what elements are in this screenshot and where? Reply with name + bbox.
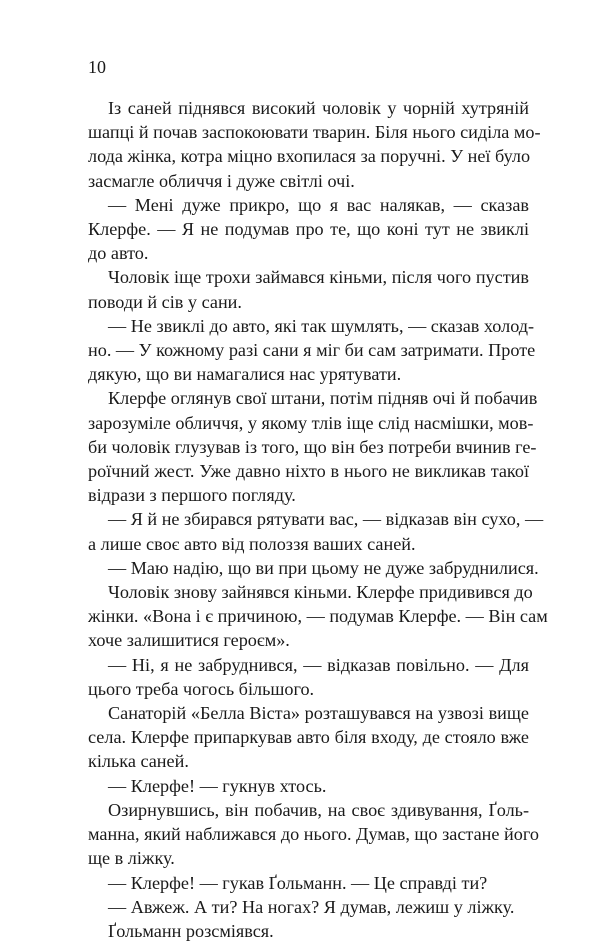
text-line: зарозуміле обличчя, у якому тлів іще слід насмішки, мов- bbox=[88, 412, 534, 433]
paragraph bbox=[88, 96, 541, 193]
paragraph bbox=[88, 895, 529, 919]
text-line: Із саней піднявся високий чоловік у чорній хутряній bbox=[108, 98, 529, 118]
text-line: Клерфе оглянув свої штани, потім підняв очі й побачив bbox=[108, 388, 538, 409]
paragraph bbox=[88, 798, 539, 871]
text-line: села. Клерфе припаркував авто біля входу, де стояло вже bbox=[88, 727, 529, 748]
text-line: роїчний жест. Уже давно ніхто в нього не викликав такої bbox=[88, 461, 529, 482]
text-line: Ґольманн розсміявся. bbox=[108, 920, 274, 941]
paragraph bbox=[88, 314, 536, 387]
text-line: ще в ліжку. bbox=[88, 848, 175, 869]
paragraph bbox=[88, 871, 529, 895]
text-line: жінки. «Вона і є причиною, — подумав Клерфе. — Він сам bbox=[88, 606, 548, 627]
text-line: а лише своє авто від полоззя ваших саней. bbox=[88, 533, 416, 554]
text-line: шапці й почав заспокоювати тварин. Біля нього сиділа мо- bbox=[88, 122, 541, 143]
paragraph bbox=[88, 774, 529, 798]
text-line: — Авжеж. А ти? На ногах? Я думав, лежиш у ліжку. bbox=[108, 896, 515, 917]
paragraph bbox=[88, 556, 539, 580]
paragraph bbox=[88, 193, 529, 266]
paragraph bbox=[88, 580, 548, 653]
text-line: — Ні, я не забруднився, — відказав повільно. — Для bbox=[108, 654, 529, 675]
text-line: — Клерфе! — гукав Ґольманн. — Це справді ти? bbox=[108, 872, 488, 893]
text-line: кілька саней. bbox=[88, 751, 189, 772]
text-line: — Маю надію, що ви при цьому не дуже забруднилися. bbox=[108, 557, 539, 578]
text-line: відрази з першого погляду. bbox=[88, 485, 296, 506]
text-line: — Клерфе! — гукнув хтось. bbox=[108, 775, 327, 796]
text-line: но. — У кожному разі сани я міг би сам затримати. Проте bbox=[88, 340, 536, 361]
paragraph bbox=[88, 701, 529, 774]
text-line: Санаторій «Белла Віста» розташувався на узвозі вище bbox=[108, 703, 529, 724]
text-line: до авто. bbox=[88, 243, 149, 264]
text-line: хоче залишитися героєм». bbox=[88, 630, 290, 651]
paragraph bbox=[88, 919, 529, 943]
paragraph bbox=[88, 386, 538, 507]
text-line: Чоловік іще трохи займався кіньми, після чого пустив bbox=[108, 267, 529, 288]
body-text bbox=[88, 96, 548, 943]
text-line: Клерфе. — Я не подумав про те, що коні тут не звиклі bbox=[88, 219, 529, 240]
text-line: би чоловік глузував із того, що він без потреби вчинив ге- bbox=[88, 436, 537, 457]
text-line: Озирнувшись, він побачив, на своє здивування, Ґоль- bbox=[108, 799, 529, 820]
text-line: манна, який наближався до нього. Думав, що застане його bbox=[88, 824, 539, 845]
text-line: дякую, що ви намагалися нас урятувати. bbox=[88, 364, 402, 385]
text-line: лода жінка, котра міцно вхопилася за поручні. У неї було bbox=[88, 146, 531, 167]
paragraph bbox=[88, 653, 529, 701]
text-line: засмагле обличчя і дуже світлі очі. bbox=[88, 170, 355, 191]
text-line: — Мені дуже прикро, що я вас налякав, — сказав bbox=[108, 194, 529, 215]
text-line: — Не звиклі до авто, які так шумлять, — сказав холод- bbox=[108, 315, 535, 336]
text-line: Чоловік знову зайнявся кіньми. Клерфе придивився до bbox=[108, 582, 533, 603]
paragraph bbox=[88, 265, 529, 313]
text-line: цього треба чогось більшого. bbox=[88, 678, 315, 699]
text-line: поводи й сів у сани. bbox=[88, 291, 242, 312]
page-number: 10 bbox=[88, 57, 106, 77]
text-line: — Я й не збирався рятувати вас, — відказав він сухо, — bbox=[108, 509, 544, 530]
paragraph bbox=[88, 507, 544, 555]
